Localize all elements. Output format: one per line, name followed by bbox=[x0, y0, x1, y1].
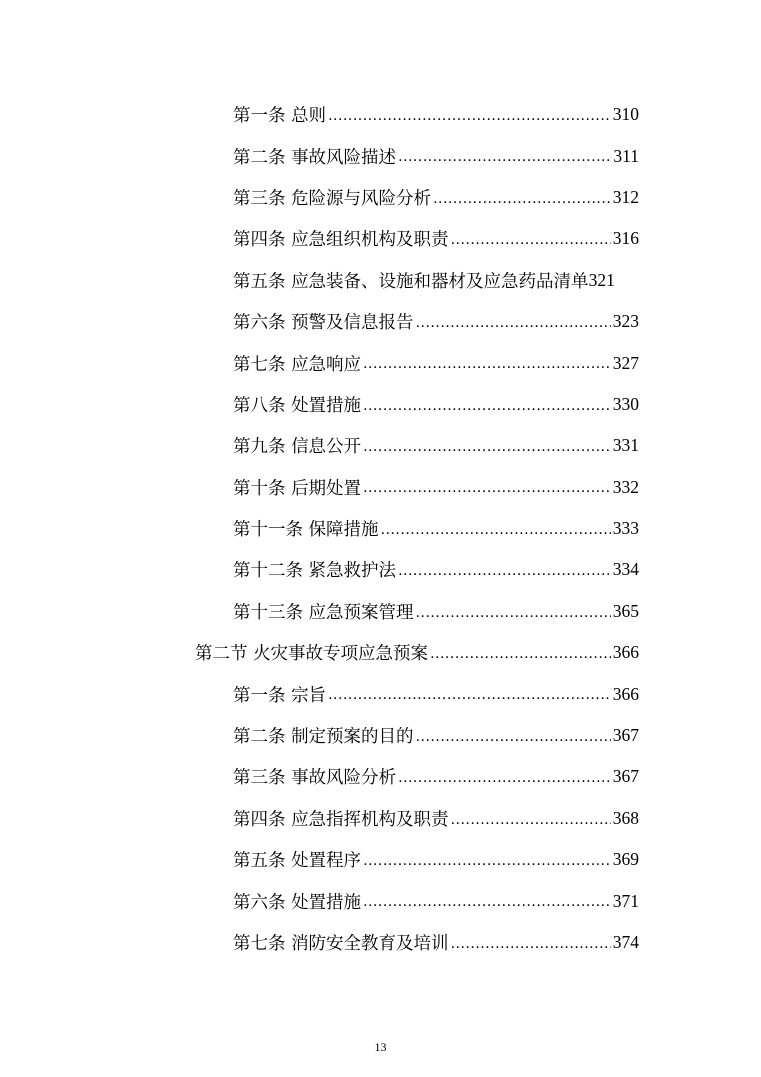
dot-leader bbox=[363, 895, 611, 913]
toc-entry-page: 312 bbox=[612, 186, 639, 207]
toc-entry-page: 371 bbox=[612, 890, 639, 911]
toc-entry[interactable] bbox=[233, 922, 639, 963]
toc-entry[interactable] bbox=[233, 425, 639, 466]
toc-entry[interactable] bbox=[233, 798, 639, 839]
toc-entry-title: 第六条 处置措施 bbox=[233, 892, 362, 913]
toc-entry-page: 366 bbox=[612, 642, 639, 663]
dot-leader bbox=[381, 523, 611, 541]
toc-entry-title: 第一条 总则 bbox=[233, 106, 327, 127]
toc-entry-page: 368 bbox=[612, 807, 639, 828]
toc-entry-title: 第二条 事故风险描述 bbox=[233, 147, 397, 168]
toc-entry-title: 第一条 宗旨 bbox=[233, 685, 327, 706]
dot-leader bbox=[363, 440, 611, 458]
toc-entry-title: 第二节 火灾事故专项应急预案 bbox=[195, 644, 429, 665]
toc-entry-title: 第六条 预警及信息报告 bbox=[233, 313, 414, 334]
toc-entry[interactable] bbox=[233, 880, 639, 921]
toc-entry-title: 第四条 应急组织机构及职责 bbox=[233, 230, 449, 251]
toc-entry-title: 第五条 应急装备、设施和器材及应急药品清单 bbox=[233, 271, 589, 292]
toc-entry-title: 第四条 应急指挥机构及职责 bbox=[233, 809, 449, 830]
toc-entry-page: 374 bbox=[612, 932, 639, 952]
table-of-contents bbox=[0, 94, 761, 963]
toc-entry-title: 第二条 制定预案的目的 bbox=[233, 727, 414, 748]
toc-entry-page: 369 bbox=[612, 849, 639, 870]
toc-entry[interactable] bbox=[233, 591, 639, 632]
toc-entry-page: 316 bbox=[612, 228, 639, 249]
dot-leader bbox=[328, 688, 611, 706]
dot-leader bbox=[416, 316, 611, 334]
toc-entry[interactable] bbox=[233, 342, 639, 383]
toc-entry[interactable] bbox=[233, 218, 639, 259]
dot-leader bbox=[451, 937, 611, 955]
dot-leader bbox=[328, 109, 611, 127]
toc-entry-title: 第十一条 保障措施 bbox=[233, 520, 379, 541]
toc-entry-title: 第十三条 应急预案管理 bbox=[233, 602, 414, 623]
toc-entry-page: 333 bbox=[612, 518, 639, 539]
toc-entry-title: 第十二条 紧急救护法 bbox=[233, 561, 397, 582]
toc-entry-title: 第八条 处置措施 bbox=[233, 395, 362, 416]
dot-leader bbox=[363, 357, 611, 375]
dot-leader bbox=[430, 647, 611, 665]
toc-entry[interactable] bbox=[233, 94, 639, 135]
page-number: 13 bbox=[374, 1040, 387, 1054]
dot-leader bbox=[363, 399, 611, 417]
toc-entry[interactable] bbox=[233, 839, 639, 880]
toc-entry-page: 327 bbox=[612, 352, 639, 373]
toc-entry[interactable] bbox=[233, 177, 639, 218]
toc-entry-title: 第五条 处置程序 bbox=[233, 851, 362, 872]
toc-entry-page: 332 bbox=[612, 476, 639, 497]
dot-leader bbox=[416, 730, 611, 748]
toc-entry[interactable] bbox=[233, 135, 639, 176]
toc-entry-title: 第七条 应急响应 bbox=[233, 354, 362, 375]
toc-entry[interactable] bbox=[233, 384, 639, 425]
toc-entry-page: 365 bbox=[612, 600, 639, 621]
dot-leader bbox=[451, 813, 611, 831]
toc-entry[interactable] bbox=[233, 260, 639, 301]
dot-leader bbox=[433, 192, 611, 210]
toc-entry[interactable] bbox=[233, 715, 639, 756]
toc-entry-page: 367 bbox=[612, 766, 639, 787]
dot-leader bbox=[398, 564, 611, 582]
toc-entry[interactable] bbox=[233, 549, 639, 590]
toc-entry[interactable] bbox=[233, 508, 639, 549]
dot-leader bbox=[398, 771, 611, 789]
dot-leader bbox=[363, 481, 611, 499]
toc-entry-page: 321 bbox=[588, 269, 615, 290]
toc-entry-page: 330 bbox=[612, 393, 639, 414]
toc-entry-page: 323 bbox=[612, 311, 639, 332]
toc-entry[interactable] bbox=[233, 301, 639, 342]
toc-entry-page: 331 bbox=[612, 435, 639, 456]
toc-section-entry[interactable] bbox=[195, 632, 639, 673]
toc-entry-page: 311 bbox=[613, 145, 639, 166]
toc-entry-page: 334 bbox=[612, 559, 639, 580]
toc-entry-title: 第三条 事故风险分析 bbox=[233, 768, 397, 789]
toc-entry[interactable] bbox=[233, 467, 639, 508]
toc-entry-title: 第三条 危险源与风险分析 bbox=[233, 188, 432, 209]
toc-entry-title: 第九条 信息公开 bbox=[233, 437, 362, 458]
dot-leader bbox=[363, 854, 611, 872]
toc-entry[interactable] bbox=[233, 756, 639, 797]
toc-entry-page: 310 bbox=[612, 104, 639, 125]
dot-leader bbox=[398, 150, 611, 168]
toc-entry-title: 第七条 消防安全教育及培训 bbox=[233, 934, 449, 954]
toc-entry-page: 366 bbox=[612, 683, 639, 704]
toc-entry[interactable] bbox=[233, 673, 639, 714]
toc-entry-page: 367 bbox=[612, 725, 639, 746]
dot-leader bbox=[416, 606, 611, 624]
toc-entry-title: 第十条 后期处置 bbox=[233, 478, 362, 499]
dot-leader bbox=[451, 233, 611, 251]
